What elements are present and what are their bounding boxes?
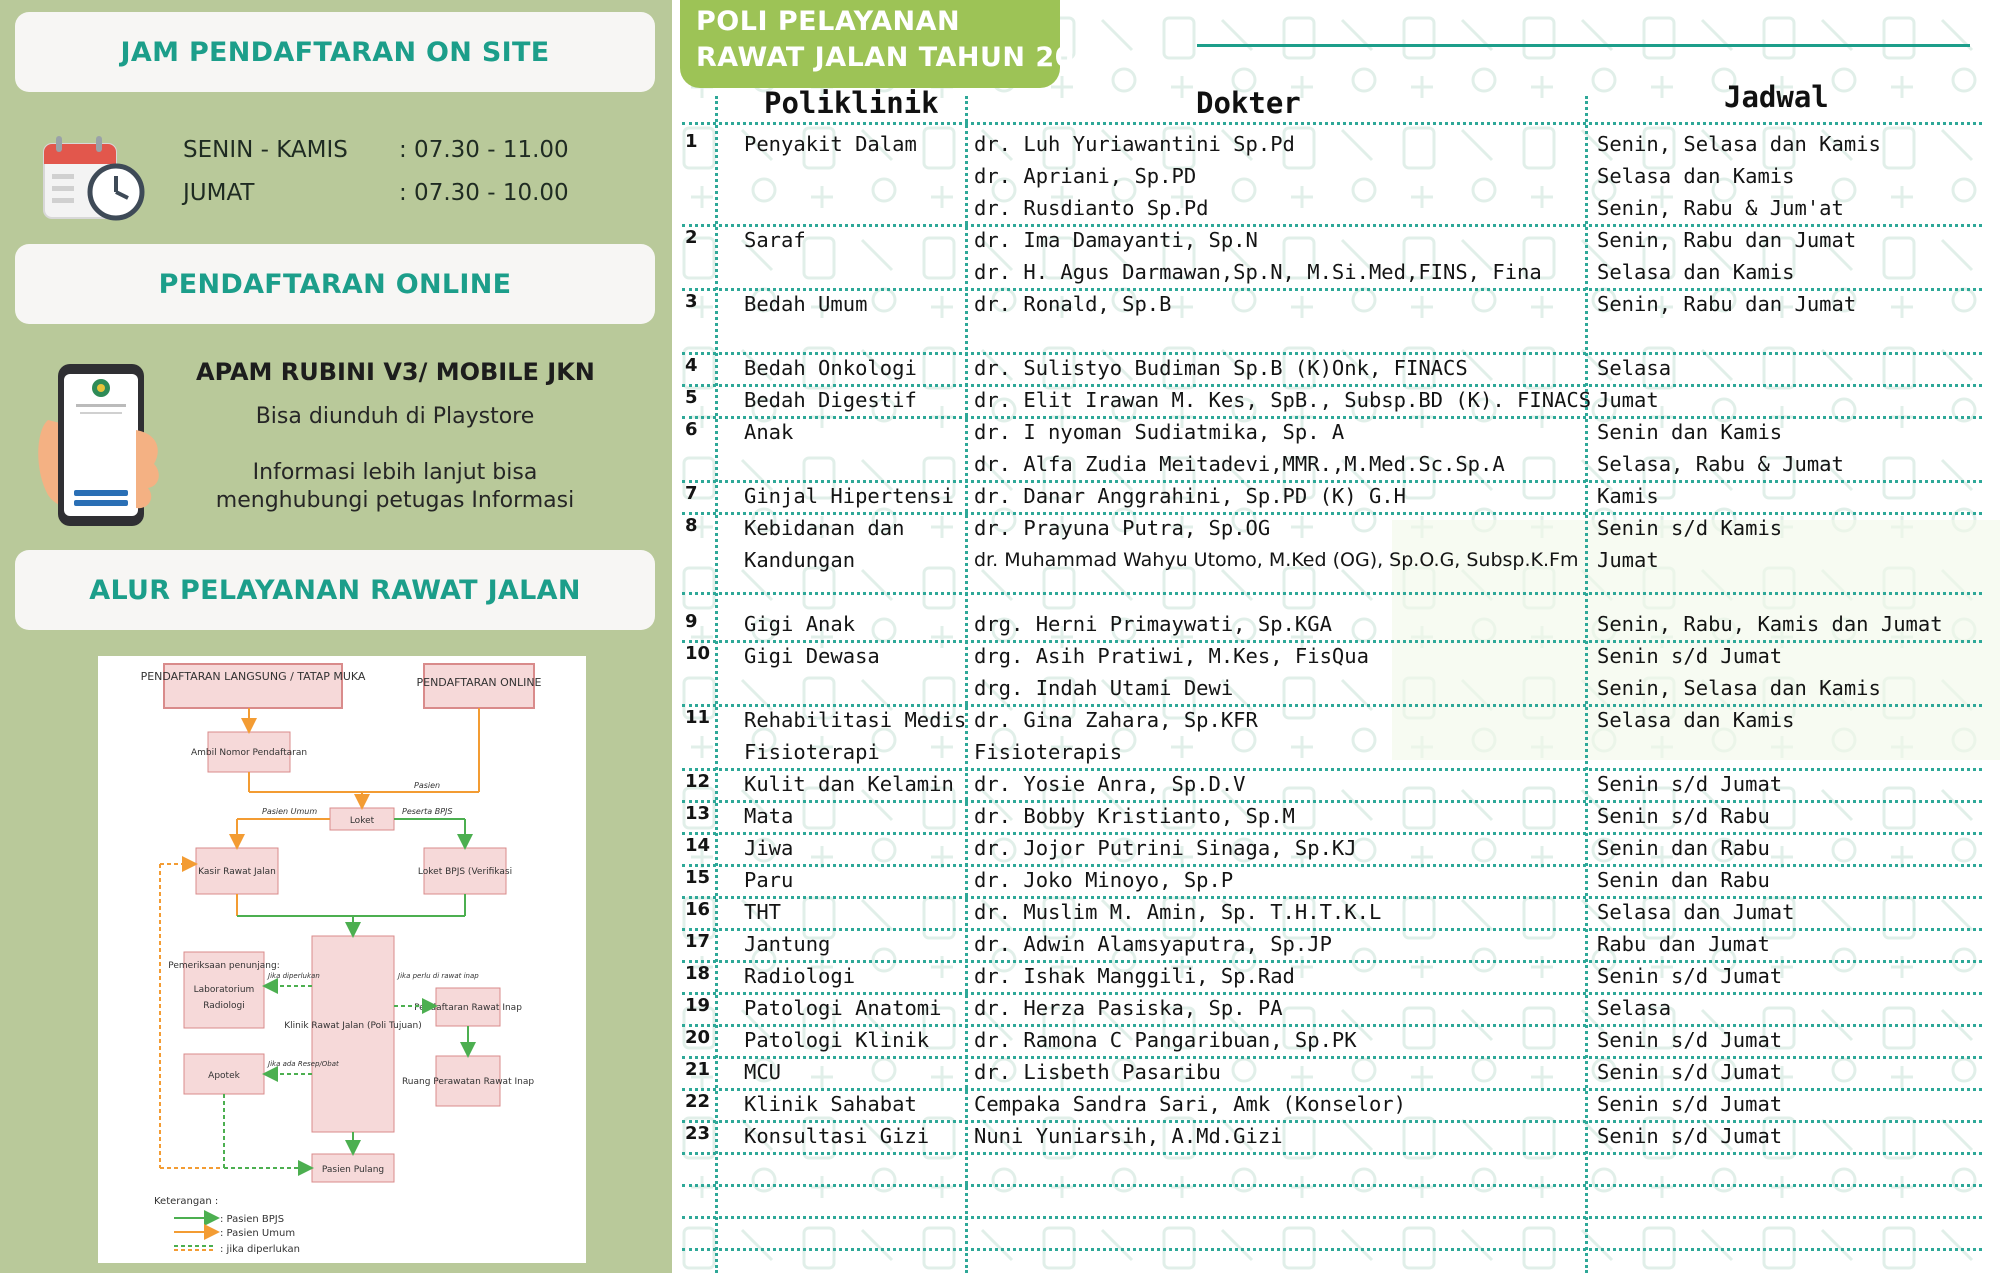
doctor-name: dr. Lisbeth Pasaribu [974,1060,1221,1084]
doctor-name: dr. Adwin Alamsyaputra, Sp.JP [974,932,1332,956]
column-divider [1585,96,1588,1273]
schedule-days: Selasa [1597,356,1672,380]
schedule-days: Selasa dan Kamis [1597,260,1795,284]
onsite-title: JAM PENDAFTARAN ON SITE [120,36,550,68]
poliklinik-name: Kebidanan dan [744,516,905,540]
row-number: 14 [685,835,711,856]
schedule-days: Senin, Selasa dan Kamis [1597,676,1881,700]
schedule-days: Senin, Rabu dan Jumat [1597,292,1857,316]
download-info: Bisa diunduh di Playstore [255,404,535,429]
poliklinik-name: Kandungan [744,548,856,572]
poliklinik-name: Patologi Anatomi [744,996,942,1020]
schedule-days: Senin dan Rabu [1597,836,1770,860]
row-divider [682,288,1982,291]
box-kasir-label: Kasir Rawat Jalan [198,867,276,877]
medical-pattern-background [672,0,2000,1273]
doctor-name: dr. Gina Zahara, Sp.KFR [974,708,1258,732]
schedule-days: Senin, Rabu, Kamis dan Jumat [1597,612,1943,636]
row-number: 11 [685,707,711,728]
row-divider [682,992,1982,995]
doctor-name: dr. Jojor Putrini Sinaga, Sp.KJ [974,836,1357,860]
title-underline [1197,44,1970,47]
box-penunjang-label: Pemeriksaan penunjang: [168,961,280,971]
row-divider [682,1248,1982,1251]
lbl-jika-perlu: Jika diperlukan [268,972,320,980]
doctor-name: dr. Herza Pasiska, Sp. PA [974,996,1283,1020]
online-registration-card [15,244,655,324]
poliklinik-name: MCU [744,1060,782,1084]
header-dokter: Dokter [1196,86,1301,120]
row-divider [682,1056,1982,1059]
row-divider [682,1184,1982,1187]
poliklinik-name: Bedah Umum [744,292,868,316]
row-divider [682,224,1982,227]
row-divider [682,896,1982,899]
row-divider [682,416,1982,419]
row-divider [682,864,1982,867]
onsite-time: : 07.30 - 10.00 [399,180,569,206]
flowchart-diagram [98,656,586,1263]
title-banner [680,0,1113,88]
box-pulang-label: Pasien Pulang [321,1165,385,1175]
doctor-name: dr. Rusdianto Sp.Pd [974,196,1209,220]
schedule-days: Senin dan Kamis [1597,420,1783,444]
poliklinik-name: Rehabilitasi Medis [744,708,967,732]
row-divider [682,1024,1982,1027]
row-divider [682,512,1982,515]
doctor-name: dr. Ramona C Pangaribuan, Sp.PK [974,1028,1357,1052]
row-divider [682,352,1982,355]
row-number: 8 [685,515,698,536]
box-apotek-label: Apotek [208,1071,240,1081]
row-divider [682,800,1982,803]
poliklinik-name: Bedah Onkologi [744,356,917,380]
onsite-hours-card [15,12,655,92]
schedule-days: Senin s/d Jumat [1597,1124,1783,1148]
poliklinik-name: Saraf [744,228,806,252]
row-divider [682,832,1982,835]
doctor-name: dr. Yosie Anra, Sp.D.V [974,772,1246,796]
onsite-time: : 07.30 - 11.00 [399,137,569,163]
doctor-name: drg. Indah Utami Dewi [974,676,1234,700]
poliklinik-name: Radiologi [744,964,856,988]
header-poliklinik: Poliklinik [764,86,939,120]
doctor-name: dr. Elit Irawan M. Kes, SpB., Subsp.BD (K). FINACS [974,388,1592,412]
row-number: 16 [685,899,711,920]
row-number: 1 [685,131,698,152]
doctor-name: drg. Herni Primaywati, Sp.KGA [974,612,1332,636]
row-divider [682,928,1982,931]
schedule-days: Senin s/d Jumat [1597,772,1783,796]
poliklinik-name: Gigi Anak [744,612,856,636]
schedule-days: Senin, Rabu & Jum'at [1597,196,1844,220]
row-divider [682,640,1982,643]
box-loket-bpjs-label: Loket BPJS (Verifikasi [417,867,513,877]
poliklinik-name: Penyakit Dalam [744,132,917,156]
box-ambil-label: Ambil Nomor Pendaftaran [190,748,308,758]
schedule-days: Kamis [1597,484,1659,508]
service-flow-card [15,550,655,630]
app-name: APAM RUBINI V3/ MOBILE JKN [196,358,595,386]
box-klinik [312,936,394,1132]
row-number: 23 [685,1123,711,1144]
legend-title: Keterangan : [154,1196,219,1207]
schedule-days: Senin s/d Kamis [1597,516,1783,540]
box-rad-label: Radiologi [203,1001,245,1011]
schedule-days: Senin s/d Jumat [1597,1028,1783,1052]
doctor-name: dr. Prayuna Putra, Sp.OG [974,516,1271,540]
row-divider [682,704,1982,707]
poliklinik-name: Jiwa [744,836,794,860]
poliklinik-name: Kulit dan Kelamin [744,772,954,796]
schedule-days: Rabu dan Jumat [1597,932,1770,956]
row-divider [682,1120,1982,1123]
box-online-label: PENDAFTARAN ONLINE [416,676,542,689]
column-divider [965,96,968,1273]
doctor-name: dr. Muslim M. Amin, Sp. T.H.T.K.L [974,900,1382,924]
left-panel [0,0,672,1273]
flow-title: ALUR PELAYANAN RAWAT JALAN [89,574,581,606]
poliklinik-name: Anak [744,420,794,444]
poliklinik-name: Mata [744,804,794,828]
flowchart [98,656,586,1263]
doctor-name: drg. Asih Pratiwi, M.Kes, FisQua [974,644,1369,668]
doctor-name: dr. Ima Damayanti, Sp.N [974,228,1258,252]
doctor-name: Nuni Yuniarsih, A.Md.Gizi [974,1124,1283,1148]
lbl-jika-rawat: Jika perlu di rawat inap [398,972,479,980]
row-number: 21 [685,1059,711,1080]
poliklinik-name: Fisioterapi [744,740,880,764]
row-divider [682,768,1982,771]
poliklinik-name: Patologi Klinik [744,1028,930,1052]
schedule-days: Jumat [1597,548,1659,572]
poliklinik-name: Jantung [744,932,831,956]
poliklinik-name: Klinik Sahabat [744,1092,917,1116]
smartphone-icon [28,360,168,530]
doctor-name: dr. I nyoman Sudiatmika, Sp. A [974,420,1345,444]
schedule-days: Selasa, Rabu & Jumat [1597,452,1844,476]
onsite-row-friday [183,180,569,206]
row-number: 20 [685,1027,711,1048]
column-divider [715,96,718,1273]
box-klinik-label: Klinik Rawat Jalan (Poli Tujuan) [284,1021,422,1031]
row-number: 13 [685,803,711,824]
schedule-days: Selasa dan Jumat [1597,900,1795,924]
doctor-name: dr. Joko Minoyo, Sp.P [974,868,1234,892]
row-divider [682,480,1982,483]
lbl-umum: Pasien Umum [262,807,318,816]
title-line-1: POLI PELAYANAN [696,6,961,37]
lbl-pasien: Pasien [414,781,441,790]
row-number: 22 [685,1091,711,1112]
schedule-days: Jumat [1597,388,1659,412]
row-divider [682,122,1982,125]
row-number: 7 [685,483,698,504]
legend-umum: : Pasien Umum [220,1228,296,1239]
schedule-days: Senin, Rabu dan Jumat [1597,228,1857,252]
right-panel [672,0,2000,1273]
poliklinik-name: Ginjal Hipertensi [744,484,954,508]
schedule-days: Senin, Selasa dan Kamis [1597,132,1881,156]
info-line-1: Informasi lebih lanjut bisa [252,460,538,485]
doctor-name: dr. H. Agus Darmawan,Sp.N, M.Si.Med,FINS, Fina [974,260,1542,284]
schedule-days: Senin s/d Jumat [1597,964,1783,988]
poliklinik-name: Paru [744,868,794,892]
doctor-name: dr. Danar Anggrahini, Sp.PD (K) G.H [974,484,1406,508]
box-ruang-label: Ruang Perawatan Rawat Inap [401,1077,535,1087]
lbl-peserta: Peserta BPJS [402,807,453,816]
doctor-name: dr. Ishak Manggili, Sp.Rad [974,964,1295,988]
header-jadwal: Jadwal [1724,80,1829,114]
box-daftar-inap-label: Pendaftaran Rawat Inap [414,1003,522,1013]
box-langsung-label: PENDAFTARAN LANGSUNG / TATAP MUKA [140,670,366,683]
row-number: 12 [685,771,711,792]
row-number: 10 [685,643,711,664]
legend-bpjs: : Pasien BPJS [220,1214,285,1225]
poliklinik-name: Bedah Digestif [744,388,917,412]
doctor-name: dr. Sulistyo Budiman Sp.B (K)Onk, FINACS [974,356,1468,380]
schedule-days: Senin s/d Jumat [1597,1092,1783,1116]
schedule-days: Senin dan Rabu [1597,868,1770,892]
row-number: 5 [685,387,698,408]
doctor-name: dr. Muhammad Wahyu Utomo, M.Ked (OG), Sp.O.G, Subsp.K.Fm [974,549,1579,571]
row-number: 18 [685,963,711,984]
doctor-name: dr. Apriani, Sp.PD [974,164,1197,188]
box-lab-label: Laboratorium [193,985,255,995]
row-number: 17 [685,931,711,952]
schedule-days: Senin s/d Jumat [1597,644,1783,668]
doctor-name: dr. Luh Yuriawantini Sp.Pd [974,132,1295,156]
row-number: 15 [685,867,711,888]
onsite-row-weekday [183,137,569,163]
schedule-days: Selasa [1597,996,1672,1020]
row-number: 9 [685,611,698,632]
lbl-jika-ada: Jika ada Resep/Obat [268,1060,339,1068]
schedule-days: Senin s/d Rabu [1597,804,1770,828]
row-number: 19 [685,995,711,1016]
row-divider [682,384,1982,387]
row-divider [682,1152,1982,1155]
doctor-name: Fisioterapis [974,740,1123,764]
row-divider [682,592,1982,595]
row-number: 3 [685,291,698,312]
doctor-name: Cempaka Sandra Sari, Amk (Konselor) [974,1092,1406,1116]
legend-perlu: : jika diperlukan [220,1244,300,1255]
calendar-clock-icon [40,134,146,224]
onsite-days: SENIN - KAMIS [183,137,348,163]
row-number: 4 [685,355,698,376]
poliklinik-name: Konsultasi Gizi [744,1124,930,1148]
doctor-name: dr. Ronald, Sp.B [974,292,1172,316]
poliklinik-name: Gigi Dewasa [744,644,880,668]
online-title: PENDAFTARAN ONLINE [158,268,512,300]
schedule-days: Selasa dan Kamis [1597,164,1795,188]
row-number: 2 [685,227,698,248]
onsite-days: JUMAT [183,180,255,206]
poliklinik-name: THT [744,900,782,924]
row-divider [682,1216,1982,1219]
doctor-name: dr. Bobby Kristianto, Sp.M [974,804,1295,828]
schedule-days: Selasa dan Kamis [1597,708,1795,732]
row-divider [682,1088,1982,1091]
info-line-2: menghubungi petugas Informasi [215,488,575,513]
title-line-2: RAWAT JALAN TAHUN 2025 [696,42,1113,73]
box-loket-label: Loket [349,816,375,826]
row-divider [682,960,1982,963]
doctor-name: dr. Alfa Zudia Meitadevi,MMR.,M.Med.Sc.Sp.A [974,452,1505,476]
schedule-days: Senin s/d Jumat [1597,1060,1783,1084]
row-number: 6 [685,419,698,440]
